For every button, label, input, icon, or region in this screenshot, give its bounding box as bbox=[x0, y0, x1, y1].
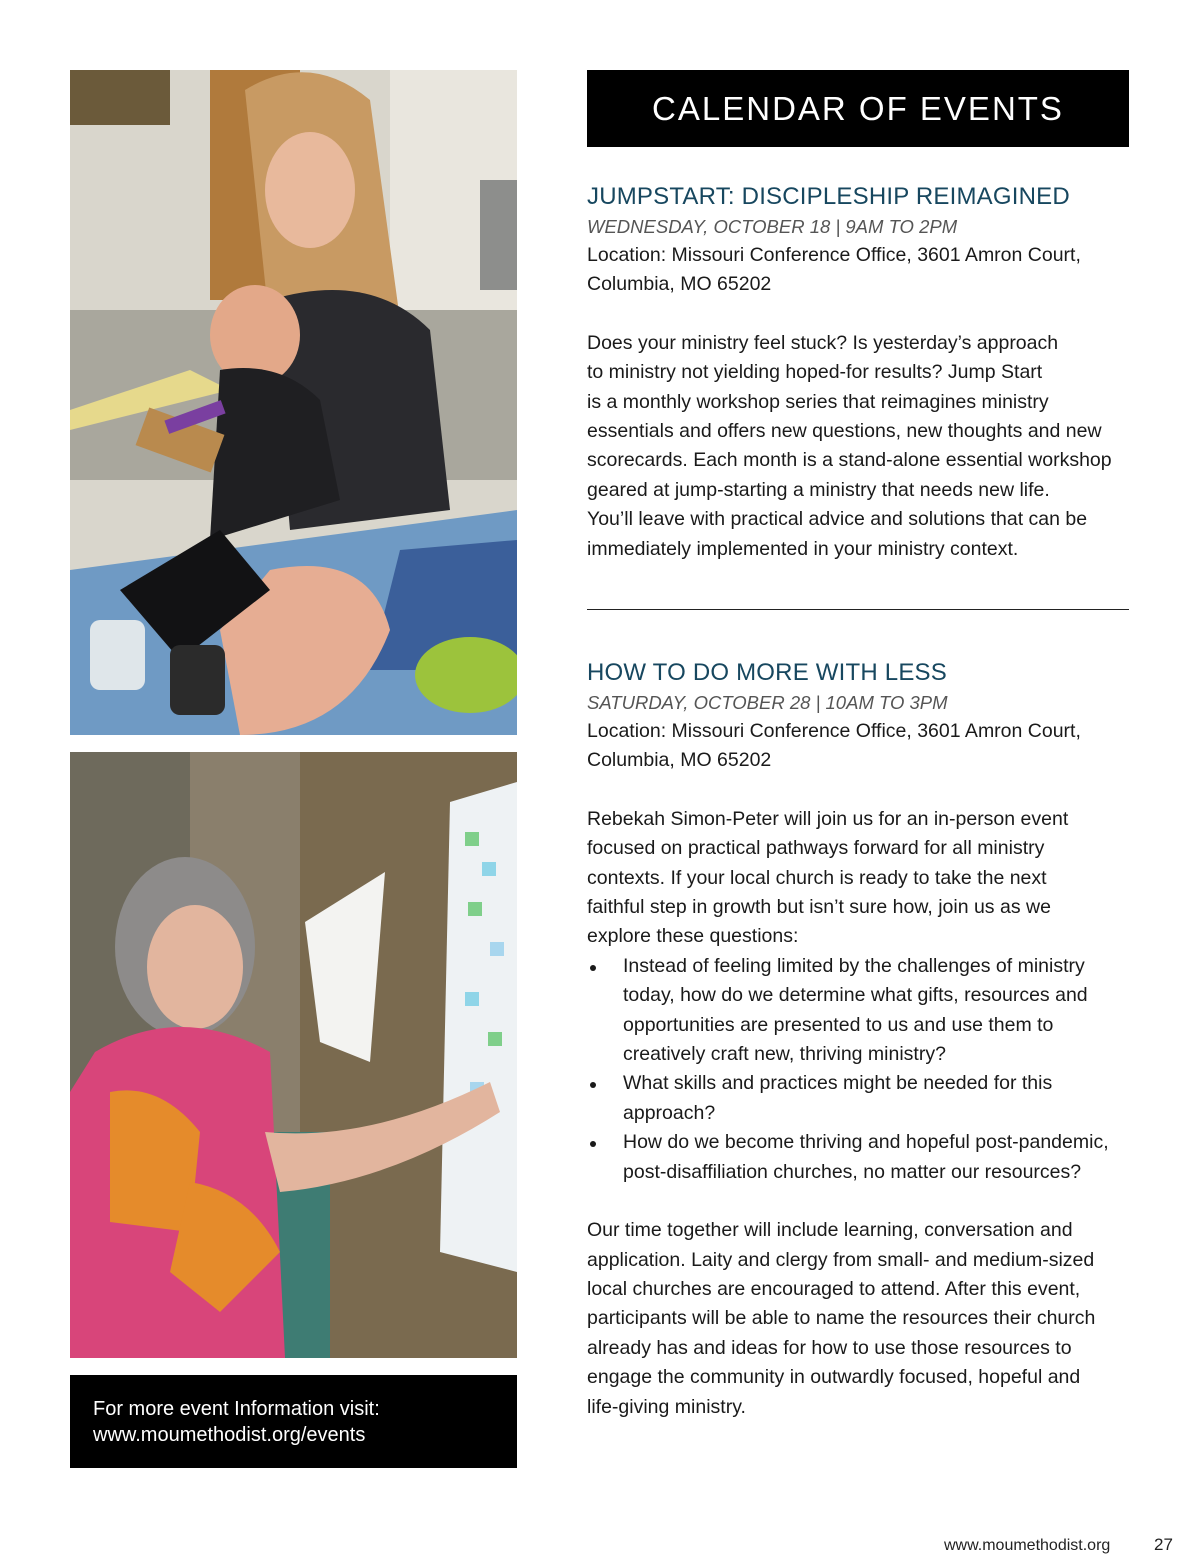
events-link[interactable]: www.moumethodist.org/events bbox=[93, 1424, 366, 1446]
more-info-label: For more event Information visit: bbox=[93, 1398, 380, 1420]
event-intro: Rebekah Simon-Peter will join us for an in-person event focused on practical pathways forward for all ministry contexts. If your local church is ready to take the next faithful step in growth but isn’t sure how, join us as we explore these questions: bbox=[587, 807, 1069, 948]
event-title: HOW TO DO MORE WITH LESS bbox=[587, 659, 947, 686]
event-location: Location: Missouri Conference Office, 3601 Amron Court, Columbia, MO 65202 bbox=[587, 720, 1081, 772]
event-title: JUMPSTART: DISCIPLESHIP REIMAGINED bbox=[587, 183, 1070, 210]
event-location: Location: Missouri Conference Office, 3601 Amron Court, Columbia, MO 65202 bbox=[587, 244, 1081, 296]
event-date: SATURDAY, OCTOBER 28 | 10AM TO 3PM bbox=[587, 692, 948, 713]
event-date: WEDNESDAY, OCTOBER 18 | 9AM TO 2PM bbox=[587, 216, 958, 237]
event-closing: Our time together will include learning, conversation and application. Laity and clergy from small- and medium-sized local churches are encouraged to attend. After this event, participants will be able to name the resources their church already has and ideas for how to use those resources to engage the community in outwardly focused, hopeful and life-giving ministry. bbox=[587, 1219, 1096, 1418]
page-title: CALENDAR OF EVENTS bbox=[652, 90, 1064, 127]
photo-woman-holding-child bbox=[70, 70, 517, 735]
list-item: What skills and practices might be needed for this approach? bbox=[587, 1069, 1135, 1128]
event-description: Does your ministry feel stuck? Is yesterday’s approach to ministry not yielding hoped-for results? Jump Start is a monthly workshop series that reimagines ministry essentials and offers new questions, new thoughts and new scorecards. Each month is a stand-alone essential workshop geared at jump-starting a ministry that needs new life. You’ll leave with practical advice and solutions that can be immediately implemented in your ministry context. bbox=[587, 331, 1112, 560]
event-jumpstart bbox=[587, 182, 1135, 564]
photo-woman-at-sticky-note-board bbox=[70, 752, 517, 1358]
calendar-header-bar bbox=[587, 70, 1129, 147]
more-info-box bbox=[70, 1375, 517, 1468]
event-do-more-with-less bbox=[587, 658, 1135, 1422]
question-list bbox=[587, 952, 1135, 1187]
list-item: Instead of feeling limited by the challenges of ministry today, how do we determine what gifts, resources and opportunities are presented to us and use them to creatively craft new, thriving ministry? bbox=[587, 952, 1135, 1070]
list-item: How do we become thriving and hopeful post-pandemic, post-disaffiliation churches, no matter our resources? bbox=[587, 1128, 1135, 1187]
section-divider bbox=[587, 609, 1129, 610]
footer-url[interactable]: www.moumethodist.org bbox=[944, 1537, 1111, 1554]
page-number: 27 bbox=[1154, 1535, 1173, 1554]
